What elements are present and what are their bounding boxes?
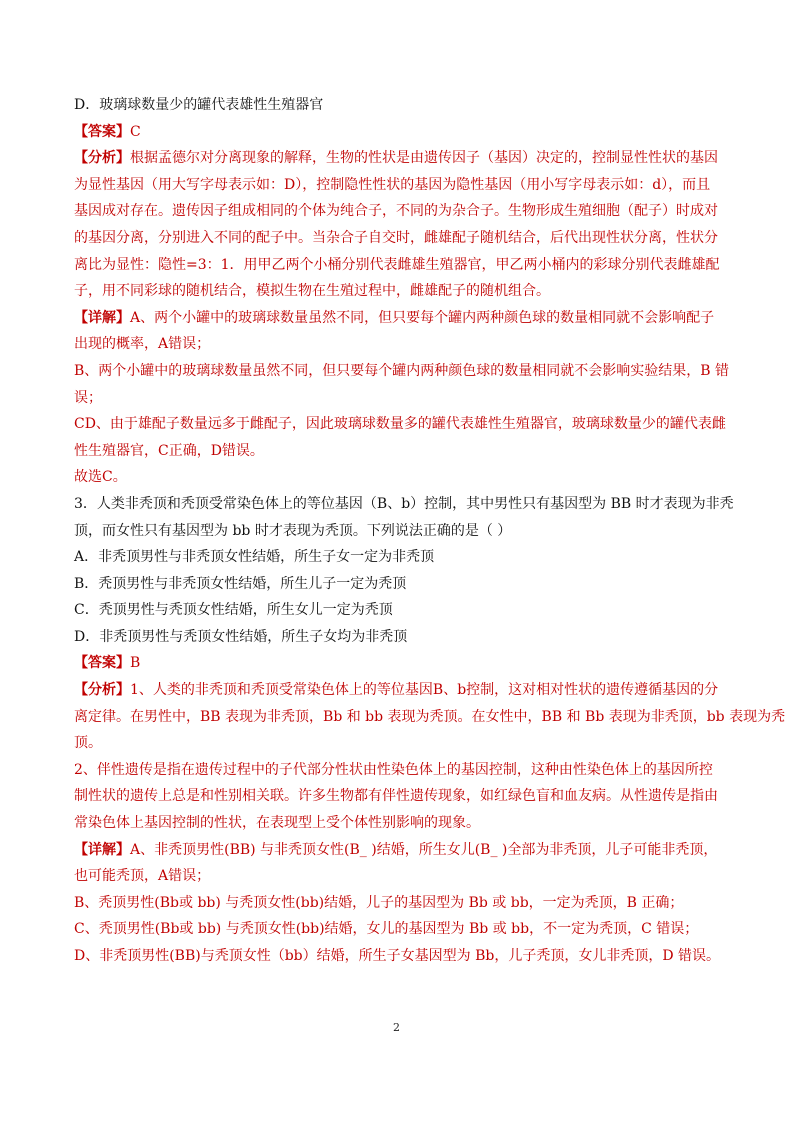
q2-analysis-line — [74, 145, 750, 172]
q3-analysis-line: 2、伴性遗传是指在遗传过程中的子代部分性状由性染色体上的基因控制，这种由性染色体上的基因所控 — [74, 761, 713, 778]
q2-conclusion: 故选C。 — [74, 469, 127, 486]
page-number: 2 — [393, 1021, 400, 1034]
answer-value: B — [130, 655, 141, 672]
q3-detail-line: B、秃顶男性(Bb或 bb) 与秃顶女性(bb)结婚，儿子的基因型为 Bb 或 bb，一定为秃顶，B 正确； — [74, 894, 684, 911]
q3-detail-line: 也可能秃顶，A错误； — [74, 868, 211, 885]
answer-value: C — [130, 123, 141, 140]
q3-detail-line: C、秃顶男性(Bb或 bb) 与秃顶女性(bb)结婚，女儿的基因型为 Bb 或 bb，不一定为秃顶，C 错误； — [74, 921, 699, 938]
q3-analysis-line: 离定律。在男性中，BB 表现为非秃顶，Bb 和 bb 表现为秃顶。在女性中，BB 和 Bb 表现为非秃顶，bb 表现为秃 — [74, 708, 786, 725]
q2-analysis-line: 基因成对存在。遗传因子组成相同的个体为纯合子，不同的为杂合子。生物形成生殖细胞（配子）时成对 — [74, 203, 718, 220]
detail-text: A、两个小罐中的玻璃球数量虽然不同，但只要每个罐内两种颜色球的数量相同就不会影响配子 — [130, 309, 715, 326]
page-content — [74, 92, 786, 970]
analysis-tag: 【分析】 — [74, 150, 130, 167]
q2-answer — [74, 119, 750, 146]
q2-detail-line: B、两个小罐中的玻璃球数量虽然不同，但只要每个罐内两种颜色球的数量相同就不会影响实验结果，B 错 — [74, 362, 730, 379]
q2-analysis-line: 为显性基因（用大写字母表示如：D），控制隐性性状的基因为隐性基因（用小写字母表示如：d），而且 — [74, 176, 711, 193]
q3-option-d: D．非秃顶男性与秃顶女性结婚，所生子女均为非秃顶 — [74, 628, 408, 645]
analysis-tag: 【分析】 — [74, 682, 130, 699]
q3-option-c: C．秃顶男性与秃顶女性结婚，所生女儿一定为秃顶 — [74, 602, 393, 619]
q2-analysis-line: 子，用不同彩球的随机结合，模拟生物在生殖过程中，雌雄配子的随机组合。 — [74, 283, 550, 300]
q2-detail-line: 出现的概率，A错误； — [74, 336, 211, 353]
q2-detail-line: 性生殖器官，C正确，D错误。 — [74, 442, 264, 459]
q2-detail-line — [74, 305, 750, 332]
q3-detail-line — [74, 837, 750, 864]
answer-tag: 【答案】 — [74, 123, 130, 140]
q2-detail-line: CD、由于雄配子数量远多于雌配子，因此玻璃球数量多的罐代表雄性生殖器官，玻璃球数量少的罐代表雌 — [74, 416, 726, 433]
detail-tag: 【详解】 — [74, 841, 130, 858]
q2-detail-line: 误； — [74, 389, 102, 406]
q3-stem-line: 顶，而女性只有基因型为 bb 时才表现为秃顶。下列说法正确的是（ ） — [74, 522, 512, 539]
q3-stem-line: 3．人类非秃顶和秃顶受常染色体上的等位基因（B、b）控制，其中男性只有基因型为 BB 时才表现为非秃 — [74, 495, 734, 512]
analysis-text: 根据孟德尔对分离现象的解释，生物的性状是由遗传因子（基因）决定的，控制显性性状的基因 — [130, 150, 718, 167]
q3-analysis-line: 顶。 — [74, 735, 102, 752]
detail-text: A、非秃顶男性(BB) 与非秃顶女性(B_ )结婚，所生女儿(B_ )全部为非秃顶，儿子可能非秃顶， — [130, 841, 718, 858]
q3-detail-line: D、非秃顶男性(BB)与秃顶女性（bb）结婚，所生子女基因型为 Bb，儿子秃顶，女儿非秃顶，D 错误。 — [74, 948, 721, 964]
answer-tag: 【答案】 — [74, 655, 130, 672]
q2-option-d: D．玻璃球数量少的罐代表雄性生殖器官 — [74, 97, 324, 113]
q2-analysis-line: 的基因分离，分别进入不同的配子中。当杂合子自交时，雌雄配子随机结合，后代出现性状分离，性状分 — [74, 229, 718, 246]
q3-analysis-line — [74, 677, 750, 704]
q3-answer — [74, 650, 750, 677]
q3-option-a: A．非秃顶男性与非秃顶女性结婚，所生子女一定为非秃顶 — [74, 549, 435, 566]
detail-tag: 【详解】 — [74, 309, 130, 326]
analysis-text: 1、人类的非秃顶和秃顶受常染色体上的等位基因B、b控制，这对相对性状的遗传遵循基因的分 — [130, 682, 719, 699]
q2-analysis-line: 离比为显性：隐性=3：1．用甲乙两个小桶分别代表雌雄生殖器官，甲乙两小桶内的彩球分别代表雌雄配 — [74, 256, 720, 273]
q3-analysis-line: 常染色体上基因控制的性状，在表现型上受个体性别影响的现象。 — [74, 815, 480, 832]
q3-analysis-line: 制性状的遗传上总是和性别相关联。许多生物都有伴性遗传现象，如红绿色盲和血友病。从性遗传是指由 — [74, 788, 718, 805]
q3-option-b: B．秃顶男性与非秃顶女性结婚，所生儿子一定为秃顶 — [74, 575, 407, 592]
